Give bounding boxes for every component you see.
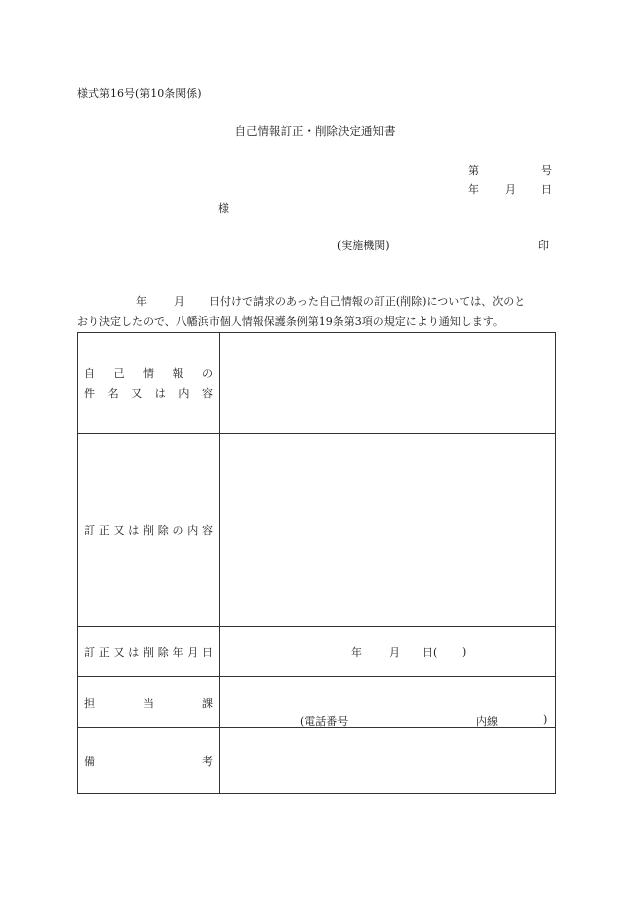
document-title: 自己情報訂正・削除決定通知書 bbox=[234, 124, 396, 138]
date-day: 日( bbox=[422, 645, 438, 659]
label-correction-date bbox=[78, 627, 220, 677]
label-char: は bbox=[128, 524, 140, 537]
label-char: 正 bbox=[98, 645, 110, 659]
body-line-2: おり決定したので、八幡浜市個人情報保護条例第19条第3項の規定により通知します。 bbox=[77, 315, 504, 328]
date-month-label: 月 bbox=[505, 183, 516, 196]
table-row bbox=[78, 333, 556, 434]
decision-table bbox=[77, 332, 556, 794]
seal-mark: 印 bbox=[538, 239, 549, 252]
phone-close-paren: ) bbox=[543, 713, 548, 726]
department-field[interactable] bbox=[220, 677, 556, 728]
label-char: 当 bbox=[143, 697, 154, 710]
date-close-paren: ) bbox=[462, 645, 467, 658]
label-char: 容 bbox=[201, 387, 213, 400]
label-char: 除 bbox=[157, 524, 169, 537]
label-char: 容 bbox=[202, 524, 213, 537]
document-number-go: 号 bbox=[541, 164, 552, 177]
table-row bbox=[78, 434, 556, 627]
label-char: 訂 bbox=[84, 524, 95, 537]
label-subject-line-1 bbox=[78, 365, 219, 381]
label-char: 課 bbox=[202, 697, 213, 710]
form-number: 様式第16号(第10条関係) bbox=[77, 87, 202, 100]
body-year: 年 bbox=[136, 295, 147, 308]
subject-field[interactable] bbox=[220, 333, 556, 434]
label-char: 名 bbox=[107, 387, 119, 400]
label-subject bbox=[78, 333, 220, 434]
extension-label: 内線 bbox=[476, 715, 498, 728]
label-char: 情 bbox=[143, 367, 154, 380]
label-char: 月 bbox=[187, 645, 199, 659]
label-char: 又 bbox=[113, 524, 125, 537]
label-char: 担 bbox=[84, 697, 95, 710]
table-row bbox=[78, 677, 556, 728]
label-char: 日 bbox=[202, 645, 213, 659]
label-char: 報 bbox=[172, 367, 184, 380]
remarks-field[interactable] bbox=[220, 728, 556, 794]
label-char: 又 bbox=[131, 387, 143, 400]
label-char: 削 bbox=[143, 524, 154, 537]
document-number-dai: 第 bbox=[468, 164, 479, 177]
correction-date-field[interactable] bbox=[220, 627, 556, 677]
label-char: 備 bbox=[84, 755, 95, 768]
date-year-label: 年 bbox=[468, 183, 479, 196]
label-char: 内 bbox=[178, 387, 190, 400]
label-char: 正 bbox=[98, 524, 110, 537]
label-char: 考 bbox=[202, 755, 213, 768]
addressee-sama: 様 bbox=[218, 202, 229, 215]
label-remarks bbox=[78, 728, 220, 794]
label-correction-content bbox=[78, 434, 220, 627]
label-char: 除 bbox=[157, 645, 169, 659]
label-char: 又 bbox=[113, 645, 125, 659]
label-char: 自 bbox=[84, 367, 95, 380]
correction-content-field[interactable] bbox=[220, 434, 556, 627]
date-month: 月 bbox=[389, 645, 400, 659]
issuer-agency: (実施機関) bbox=[337, 239, 390, 252]
label-char: 内 bbox=[187, 524, 199, 537]
label-char: の bbox=[172, 524, 184, 537]
label-char: 件 bbox=[84, 387, 95, 400]
label-char: 己 bbox=[113, 367, 125, 380]
table-row bbox=[78, 728, 556, 794]
label-char: 削 bbox=[143, 645, 154, 659]
label-char: は bbox=[154, 387, 166, 400]
body-line-1-rest: 日付けで請求のあった自己情報の訂正(削除)については、次のと bbox=[209, 295, 526, 308]
body-month: 月 bbox=[174, 295, 185, 308]
label-char: 年 bbox=[172, 645, 184, 659]
label-subject-line-2 bbox=[78, 385, 219, 401]
label-char: 訂 bbox=[84, 645, 95, 659]
table-row bbox=[78, 627, 556, 677]
phone-label: (電話番号 bbox=[300, 715, 349, 728]
date-year: 年 bbox=[351, 645, 362, 659]
label-department bbox=[78, 677, 220, 728]
date-day-label: 日 bbox=[541, 183, 552, 196]
label-char: は bbox=[128, 645, 140, 659]
label-char: の bbox=[202, 367, 213, 380]
